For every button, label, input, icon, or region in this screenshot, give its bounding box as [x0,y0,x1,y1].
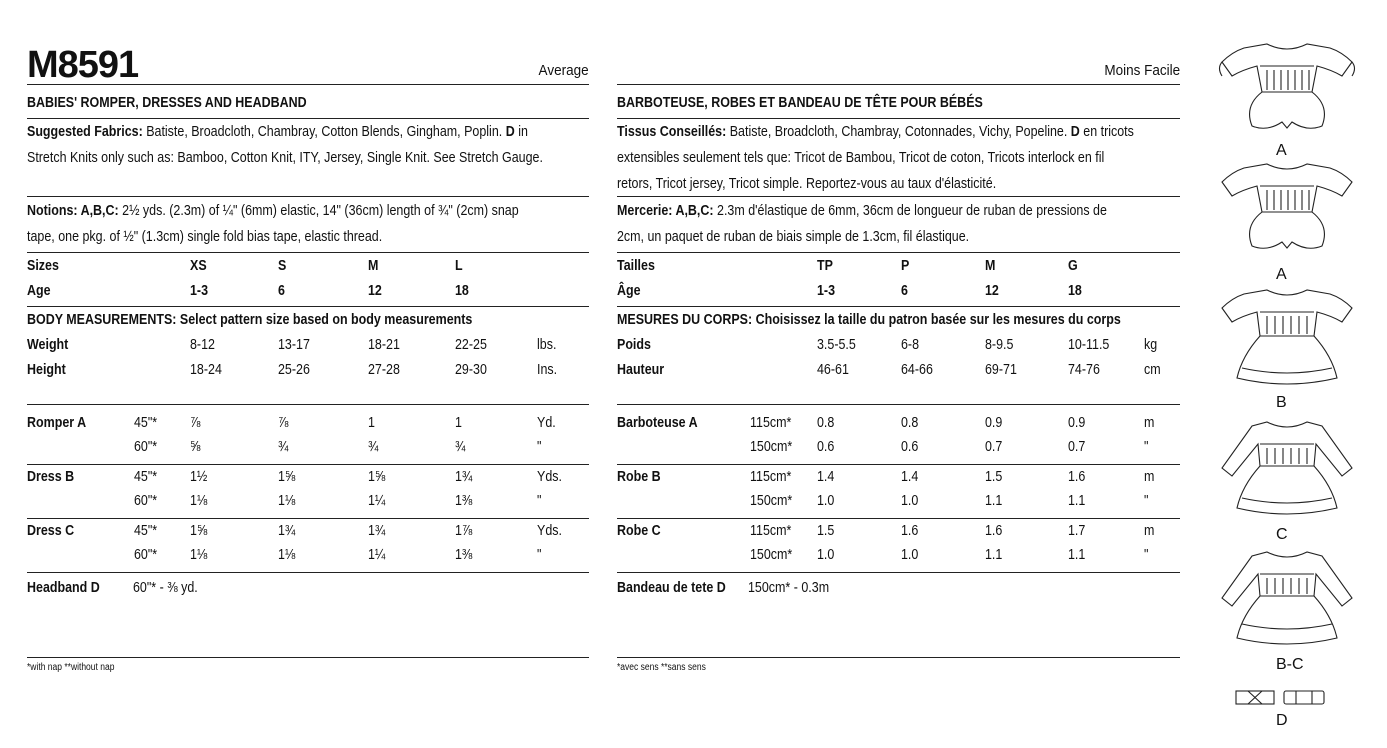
weight-value: 13-17 [278,337,310,353]
yardage-value: 1¾ [455,469,473,485]
yardage-value: 1.5 [817,523,835,539]
yardage-value: 1¾ [278,523,296,539]
age-value: 1-3 [190,283,209,299]
divider [27,404,589,405]
footnote: *avec sens **sans sens [617,662,706,673]
view-sketch-dress-b [1212,286,1362,392]
yardage-value: 1.0 [901,547,919,563]
divider [27,118,589,119]
size-header: M [985,258,996,274]
age-value: 6 [901,283,908,299]
fabric-width: 45"* [134,415,158,431]
height-value: 18-24 [190,362,222,378]
view-label: D [1276,712,1288,729]
weight-label: Poids [617,337,651,353]
yardage-unit: " [537,493,542,509]
notions-line-2: tape, one pkg. of ½" (1.3cm) single fold bias tape, elastic thread. [27,229,383,245]
view-sketch-headband [1212,688,1362,708]
yardage-value: 1.1 [985,493,1003,509]
fabric-width: 60"* [134,493,158,509]
section-title: BABIES' ROMPER, DRESSES AND HEADBAND [27,95,307,111]
yardage-value: 0.8 [817,415,835,431]
fabric-width: 60"* [134,547,158,563]
yardage-value: ¾ [368,439,379,455]
yardage-unit: " [537,439,542,455]
yardage-value: 1¼ [368,493,386,509]
footnote: *with nap **without nap [27,662,115,673]
fabric-width: 150cm* [750,493,793,509]
divider [617,518,1180,519]
view-label: B-C [1276,656,1304,673]
age-value: 1-3 [817,283,836,299]
headband-value: 60"* - ⅜ yd. [133,580,198,596]
age-value: 18 [1068,283,1082,299]
view-name: Dress C [27,523,75,539]
yardage-unit: " [537,547,542,563]
fabric-width: 115cm* [750,415,792,431]
yardage-value: 1.0 [817,547,835,563]
fabrics-label: Tissus Conseillés: [617,124,727,140]
yardage-value: ⅞ [190,415,201,431]
notions-line-1 [617,203,1107,219]
fabrics-text: Batiste, Broadcloth, Chambray, Cotonnades, Vichy, Popeline. [729,124,1068,140]
weight-value: 8-9.5 [985,337,1014,353]
sizes-label: Sizes [27,258,59,274]
divider [617,464,1180,465]
yardage-unit: m [1144,469,1155,485]
yardage-value: 1.6 [1068,469,1086,485]
fabric-width: 45"* [134,523,158,539]
height-value: 27-28 [368,362,400,378]
notions-text: 2.3m d'élastique de 6mm, 36cm de longueur de ruban de pressions de [717,203,1107,219]
yardage-value: 1.7 [1068,523,1086,539]
yardage-value: 1⅜ [455,547,473,563]
headband-label: Bandeau de tete D [617,580,726,596]
fabrics-view-d: D [505,124,515,140]
size-header: XS [190,258,207,274]
view-sketch-romper-alt [1212,158,1362,266]
height-value: 29-30 [455,362,487,378]
yardage-value: 1.6 [985,523,1003,539]
age-label: Âge [617,283,641,299]
section-title: BARBOTEUSE, ROBES ET BANDEAU DE TÊTE POUR BÉBÉS [617,95,983,111]
difficulty-label: Average [538,62,589,79]
yardage-value: 1.1 [1068,547,1086,563]
size-header: M [368,258,379,274]
yardage-value: 0.7 [985,439,1003,455]
size-header: TP [817,258,833,274]
yardage-value: 1.6 [901,523,919,539]
fabric-width: 150cm* [750,439,793,455]
divider [617,404,1180,405]
height-label: Hauteur [617,362,665,378]
yardage-value: 0.6 [817,439,835,455]
yardage-value: 1⅝ [278,469,296,485]
yardage-value: 1 [368,415,375,431]
divider [27,84,589,85]
yardage-value: ⅞ [278,415,289,431]
height-value: 74-76 [1068,362,1100,378]
yardage-value: 0.6 [901,439,919,455]
headband-label: Headband D [27,580,100,596]
yardage-value: 1.4 [817,469,835,485]
fabrics-label: Suggested Fabrics: [27,124,143,140]
pattern-number: M8591 [27,44,139,86]
divider [617,118,1180,119]
view-label: A [1276,142,1287,159]
yardage-value: 1¾ [368,523,386,539]
fabric-width: 115cm* [750,469,792,485]
height-value: 64-66 [901,362,933,378]
size-header: G [1068,258,1078,274]
yardage-value: 1⅜ [455,493,473,509]
fabric-width: 60"* [134,439,158,455]
fabric-width: 115cm* [750,523,792,539]
notions-label: Notions: A,B,C: [27,203,119,219]
yardage-value: 1.5 [985,469,1003,485]
divider [27,196,589,197]
view-label: B [1276,394,1287,411]
fabrics-text: Batiste, Broadcloth, Chambray, Cotton Blends, Gingham, Poplin. [146,124,503,140]
view-sketch-dress-c [1212,418,1362,524]
size-header: P [901,258,910,274]
height-unit: cm [1144,362,1161,378]
divider [617,252,1180,253]
divider [617,84,1180,85]
weight-unit: kg [1144,337,1158,353]
height-unit: Ins. [537,362,558,378]
yardage-value: 0.9 [1068,415,1086,431]
yardage-value: 1.0 [817,493,835,509]
yardage-value: ¾ [278,439,289,455]
view-sketch-romper [1212,36,1362,146]
yardage-value: 0.8 [901,415,919,431]
size-header: S [278,258,287,274]
yardage-unit: Yds. [537,469,562,485]
weight-value: 3.5-5.5 [817,337,856,353]
headband-value: 150cm* - 0.3m [748,580,830,596]
fabric-width: 150cm* [750,547,793,563]
view-name: Dress B [27,469,75,485]
yardage-unit: " [1144,439,1149,455]
view-name: Barboteuse A [617,415,698,431]
yardage-value: ⅝ [190,439,201,455]
height-label: Height [27,362,66,378]
view-label: C [1276,526,1288,543]
age-value: 18 [455,283,469,299]
notions-line-1 [27,203,519,219]
yardage-value: 0.9 [985,415,1003,431]
view-label: A [1276,266,1287,283]
age-value: 6 [278,283,285,299]
yardage-value: 1¼ [368,547,386,563]
weight-unit: lbs. [537,337,557,353]
notions-label: Mercerie: A,B,C: [617,203,714,219]
divider [27,306,589,307]
yardage-unit: Yds. [537,523,562,539]
divider [27,657,589,658]
height-value: 69-71 [985,362,1017,378]
yardage-value: 1½ [190,469,208,485]
yardage-value: 1⅛ [190,547,208,563]
age-value: 12 [368,283,382,299]
divider [27,518,589,519]
view-sketch-dress-bc [1212,548,1362,654]
yardage-value: 1.0 [901,493,919,509]
body-measurements-heading: BODY MEASUREMENTS: Select pattern size based on body measurements [27,312,473,328]
divider [27,252,589,253]
yardage-value: 0.7 [1068,439,1086,455]
yardage-value: 1⅞ [455,523,473,539]
yardage-value: ¾ [455,439,466,455]
weight-label: Weight [27,337,69,353]
fabrics-line-2: Stretch Knits only such as: Bamboo, Cotton Knit, ITY, Jersey, Single Knit. See Stretch Gauge. [27,150,543,166]
weight-value: 22-25 [455,337,487,353]
divider [617,657,1180,658]
fabrics-text: in [518,124,528,140]
fabric-width: 45"* [134,469,158,485]
divider [617,306,1180,307]
size-header: L [455,258,463,274]
yardage-value: 1⅛ [190,493,208,509]
notions-text: 2½ yds. (2.3m) of ¼" (6mm) elastic, 14" (36cm) length of ¾" (2cm) snap [122,203,519,219]
height-value: 25-26 [278,362,310,378]
fabrics-line-1 [617,124,1134,140]
fabrics-line-2: extensibles seulement tels que: Tricot de Bambou, Tricot de coton, Tricots interlock en fil [617,150,1105,166]
yardage-value: 1⅛ [278,493,296,509]
view-name: Romper A [27,415,87,431]
fabrics-text: en tricots [1083,124,1134,140]
divider [617,572,1180,573]
divider [617,196,1180,197]
sizes-label: Tailles [617,258,655,274]
weight-value: 8-12 [190,337,215,353]
weight-value: 18-21 [368,337,400,353]
fabrics-view-d: D [1070,124,1080,140]
age-value: 12 [985,283,999,299]
fabrics-line-3: retors, Tricot jersey, Tricot simple. Reportez-vous au taux d'élasticité. [617,176,997,192]
weight-value: 6-8 [901,337,920,353]
yardage-value: 1.1 [1068,493,1086,509]
weight-value: 10-11.5 [1068,337,1110,353]
yardage-unit: " [1144,493,1149,509]
divider [27,464,589,465]
difficulty-label: Moins Facile [1104,62,1180,79]
fabrics-line-1 [27,124,528,140]
yardage-unit: m [1144,415,1155,431]
yardage-value: 1⅝ [190,523,208,539]
divider [27,572,589,573]
yardage-value: 1 [455,415,462,431]
yardage-value: 1⅛ [278,547,296,563]
yardage-unit: " [1144,547,1149,563]
yardage-value: 1⅝ [368,469,386,485]
notions-line-2: 2cm, un paquet de ruban de biais simple de 1.3cm, fil élastique. [617,229,970,245]
view-name: Robe B [617,469,661,485]
yardage-unit: m [1144,523,1155,539]
yardage-unit: Yd. [537,415,556,431]
view-name: Robe C [617,523,661,539]
yardage-value: 1.1 [985,547,1003,563]
body-measurements-heading: MESURES DU CORPS: Choisissez la taille du patron basée sur les mesures du corps [617,312,1121,328]
yardage-value: 1.4 [901,469,919,485]
height-value: 46-61 [817,362,849,378]
age-label: Age [27,283,51,299]
